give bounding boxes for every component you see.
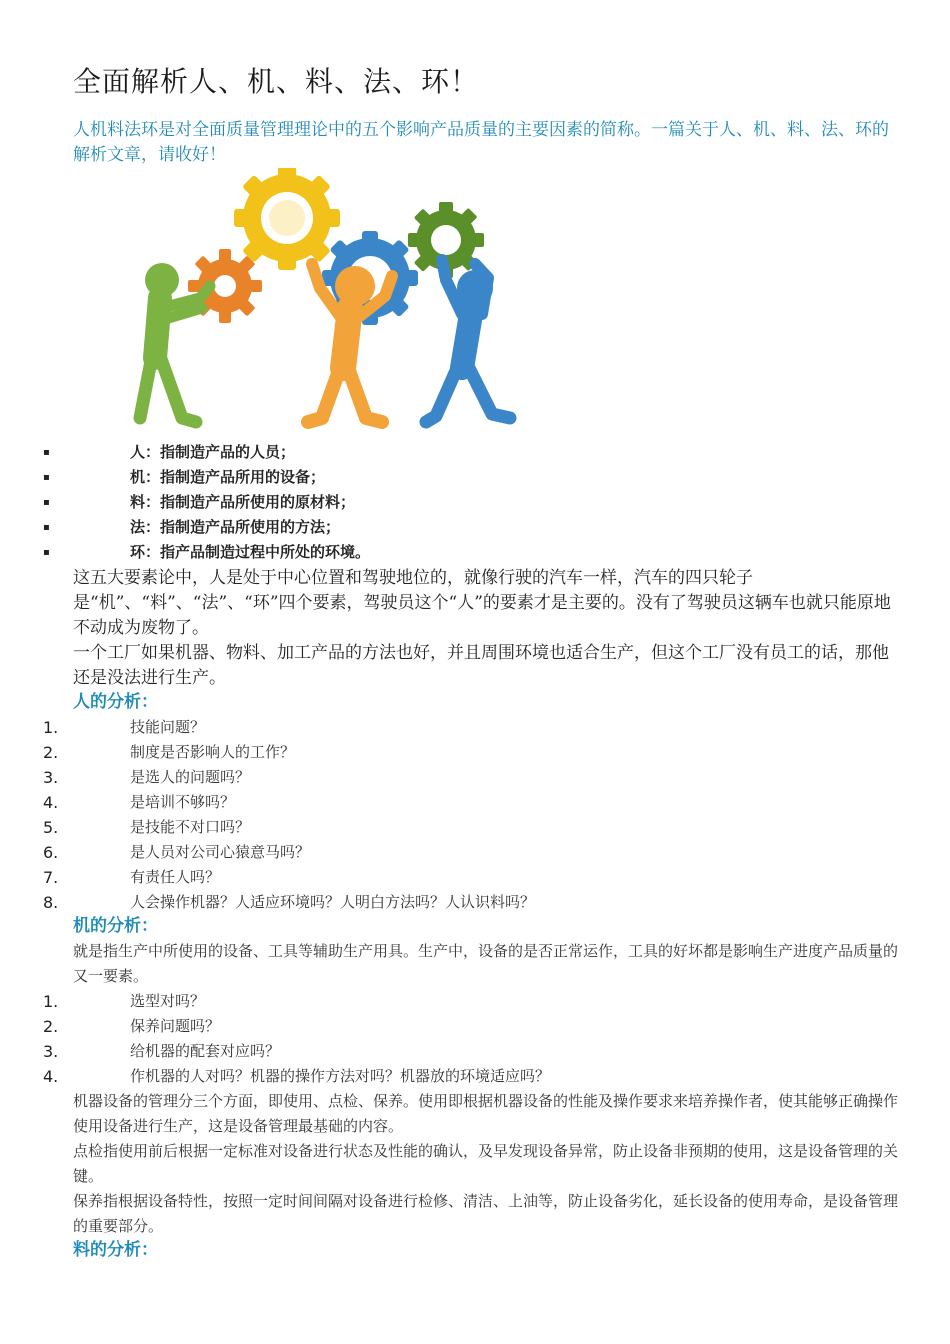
bullet-marker: ▪	[43, 497, 50, 508]
machine-management-paragraph: 机器设备的管理分三个方面，即使用、点检、保养。使用即根据机器设备的性能及操作要求来培养操作者，使其能够正确操作使用设备进行生产，这是设备管理最基础的内容。	[73, 1092, 899, 1135]
section-heading-person: 人的分析：	[73, 692, 158, 712]
machine-maintenance-paragraph: 保养指根据设备特性，按照一定时间间隔对设备进行检修、清洁、上油等，防止设备劣化，延长设备的使用寿命，是设备管理的重要部分。	[73, 1192, 899, 1235]
machine-inspection-paragraph: 点检指使用前后根据一定标准对设备进行状态及性能的确认，及早发现设备异常，防止设备非预期的使用，这是设备管理的关键。	[73, 1142, 899, 1185]
body-paragraph-driver: 这五大要素论中，人是处于中心位置和驾驶地位的，就像行驶的汽车一样，汽车的四只轮子是“机”、“料”、“法”、“环”四个要素，驾驶员这个“人”的要素才是主要的。没有了驾驶员这辆车也就只能原地不动成为废物了。	[73, 568, 891, 638]
document-page: 全面解析人、机、料、法、环！ 人机料法环是对全面质量管理理论中的五个影响产品质量的主要因素的简称。一篇关于人、机、料、法、环的解析文章，请收好！ ▪ 人：指制造产品的人员； ▪ 机：指制造产品所用的设备； ▪ 料：指制造产品所使用的原材料； ▪ 法：指制造产品所使用的方法； ▪ 环：指产品制造过程中所处的环境。 这五大要素论中，人是处于中心位置和驾驶地位的，就像行驶的汽车一样，汽车的四只轮子是“机”、“料”、“法”、“环”四个要素，驾驶员这个“人”的要素才是主要的。没有了驾驶员这辆车也就只能原地不动成为废物了。 一个工厂如果机器、物料、加工产品的方法也好，并且周围环境也适合生产，但这个工厂没有员工的话，那他还是没法进行生产。 人的分析： 1. 技能问题？ 2. 制度是否影响人的工作？ 3. 是选人的问题吗？ 4. 是培训不够吗？ 5. 是技能不对口吗？ 6. 是人员对公司心猿意马吗？ 7. 有责任人吗？ 8. 人会操作机器？人适应环境吗？人明白方法吗？人认识料吗？ 机的分析： 就是指生产中所使用的设备、工具等辅助生产用具。生产中，设备的是否正常运作，工具的好坏都是影响生产进度产品质量的又一要素。 1. 选型对吗？ 2. 保养问题吗？ 3. 给机器的配套对应吗？ 4. 作机器的人对吗？机器的操作方法对吗？机器放的环境适应吗？ 机器设备的管理分三个方面，即使用、点检、保养。使用即根据机器设备的性能及操作要求来培养操作者，使其能够正确操作使用设备进行生产，这是设备管理最基础的内容。 点检指使用前后根据一定标准对设备进行状态及性能的确认，及早发现设备异常，防止设备非预期的使用，这是设备管理的关键。 保养指根据设备特性，按照一定时间间隔对设备进行检修、清洁、上油等，防止设备劣化，延长设备的使用寿命，是设备管理的重要部分。 料的分析：	[0, 0, 950, 1344]
bullet-marker: ▪	[43, 522, 50, 533]
intro-paragraph: 人机料法环是对全面质量管理理论中的五个影响产品质量的主要因素的简称。一篇关于人、机、料、法、环的解析文章，请收好！	[73, 120, 889, 165]
bullet-marker: ▪	[43, 447, 50, 458]
section-heading-material: 料的分析：	[73, 1240, 158, 1260]
yellow-gear-icon	[234, 168, 340, 270]
bullet-marker: ▪	[43, 472, 50, 483]
machine-description: 就是指生产中所使用的设备、工具等辅助生产用具。生产中，设备的是否正常运作，工具的好坏都是影响生产进度产品质量的又一要素。	[73, 942, 899, 985]
body-paragraph-factory: 一个工厂如果机器、物料、加工产品的方法也好，并且周围环境也适合生产，但这个工厂没有员工的话，那他还是没法进行生产。	[73, 643, 889, 688]
page-title: 全面解析人、机、料、法、环！	[73, 65, 480, 98]
bullet-marker: ▪	[43, 547, 50, 558]
blue-figure-icon	[426, 260, 510, 422]
section-heading-machine: 机的分析：	[73, 916, 158, 936]
gears-teamwork-illustration	[100, 168, 555, 430]
